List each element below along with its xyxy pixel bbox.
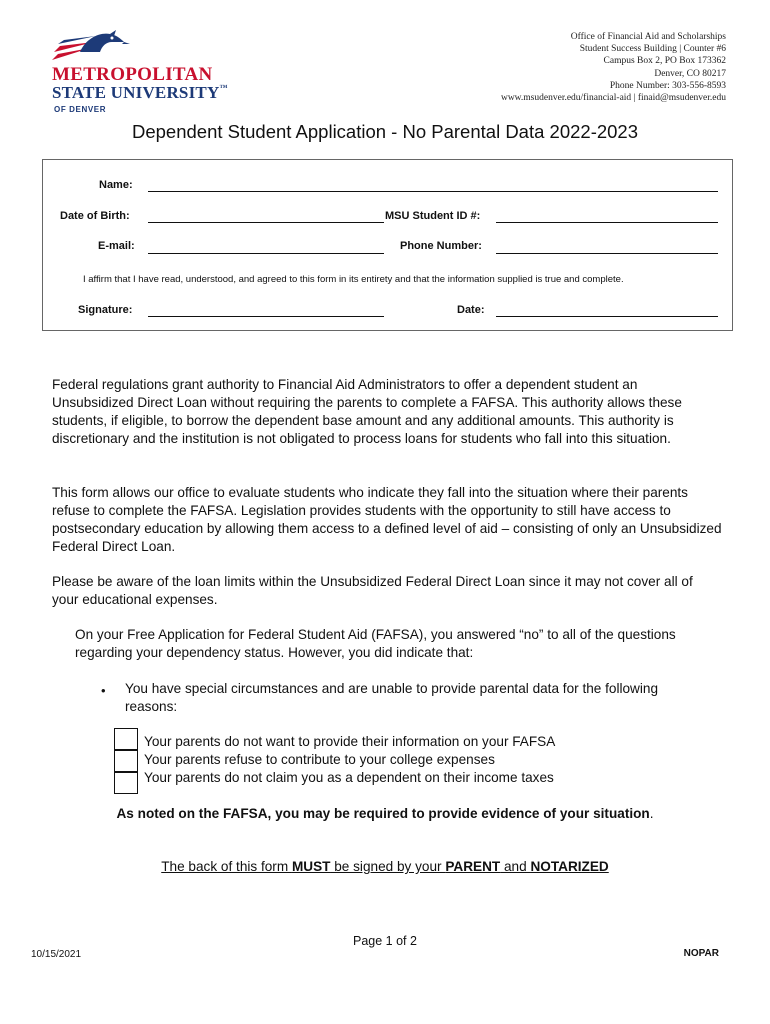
phone-label: Phone Number: [400,240,482,252]
name-label: Name: [99,179,133,191]
form-code: NOPAR [683,948,719,959]
back-notice-part3: and [500,859,531,874]
evidence-notice-period: . [649,806,654,821]
revision-date: 10/15/2021 [31,949,82,960]
paragraph-fafsa-answer: On your Free Application for Federal Student Aid (FAFSA), you answered “no” to all of the questions regarding your dependency status. However, you did indicate that: [75,627,676,660]
office-phone: Phone Number: 303-556-8593 [609,80,726,91]
office-address-block [501,31,726,104]
checkbox-not-provide-info[interactable] [114,728,138,750]
evidence-notice-text: As noted on the FAFSA, you may be required to provide evidence of your situation [116,806,650,821]
affirmation-statement: I affirm that I have read, understood, and agreed to this form in its entirety and that the information supplied is true and complete. [83,274,624,285]
email-field[interactable] [148,253,384,254]
paragraph-federal-regulations: Federal regulations grant authority to Financial Aid Administrators to offer a dependent student an Unsubsidized Direct Loan without requiring the parents to complete a FAFSA. This authority allows these students, if eligible, to borrow the dependent base amount and any additional amounts. This authority is discretionary and the institution is not obligated to process loans for students who fall into this situation. [52,377,682,446]
logo-text-of-denver: OF DENVER [54,105,107,114]
checkbox-not-claim-dependent[interactable] [114,772,138,794]
dob-label: Date of Birth: [60,210,130,222]
evidence-notice [0,806,770,821]
date-field[interactable] [496,316,718,317]
office-name: Office of Financial Aid and Scholarships [570,32,726,42]
paragraph-loan-limits: Please be aware of the loan limits within the Unsubsidized Federal Direct Loan since it may not cover all of your educational expenses. [52,574,693,607]
back-notice-notarized: NOTARIZED [530,859,609,874]
special-circumstances-text: You have special circumstances and are unable to provide parental data for the following reasons: [125,681,659,714]
student-info-form [42,159,733,331]
document-title: Dependent Student Application - No Parental Data 2022-2023 [131,121,639,142]
back-notice-part2: be signed by your [330,859,446,874]
dob-field[interactable] [148,222,384,223]
student-id-label: MSU Student ID #: [385,210,481,222]
office-web-email: www.msudenver.edu/financial-aid | finaid@msudenver.edu [500,93,726,104]
signature-label: Signature: [78,304,133,316]
name-field[interactable] [148,191,718,192]
back-signature-notice [0,859,770,874]
student-id-field[interactable] [496,222,718,223]
back-notice-parent: PARENT [445,859,501,874]
bullet-icon: • [101,683,106,698]
logo-text-state-university: STATE UNIVERSITY™ [52,83,228,102]
option-label: Your parents do not want to provide their information on your FAFSA [144,734,556,749]
office-campus-box: Campus Box 2, PO Box 173362 [603,56,726,67]
email-label: E-mail: [98,240,135,252]
option-label: Your parents do not claim you as a dependent on their income taxes [144,770,554,785]
back-notice-part1: The back of this form [161,859,292,874]
paragraph-form-purpose: This form allows our office to evaluate students who indicate they fall into the situation where their parents refuse to complete the FAFSA. Legislation provides students with the opportunity to still have access to postsecondary education by allowing them access to a defined level of aid – consisting of only an Unsubsidized Federal Direct Loan. [52,485,722,554]
back-notice-must: MUST [291,859,331,874]
checkbox-refuse-contribute[interactable] [114,750,138,772]
office-city: Denver, CO 80217 [654,68,726,79]
page-number: Page 1 of 2 [353,934,417,948]
phone-field[interactable] [496,253,718,254]
office-building: Student Success Building | Counter #6 [579,44,726,55]
signature-field[interactable] [148,316,384,317]
roadrunner-logo-icon [50,30,130,66]
option-label: Your parents refuse to contribute to your college expenses [144,752,495,767]
logo-text-metropolitan: METROPOLITAN [52,64,213,85]
msu-denver-logo [46,30,228,120]
date-label: Date: [457,304,485,316]
